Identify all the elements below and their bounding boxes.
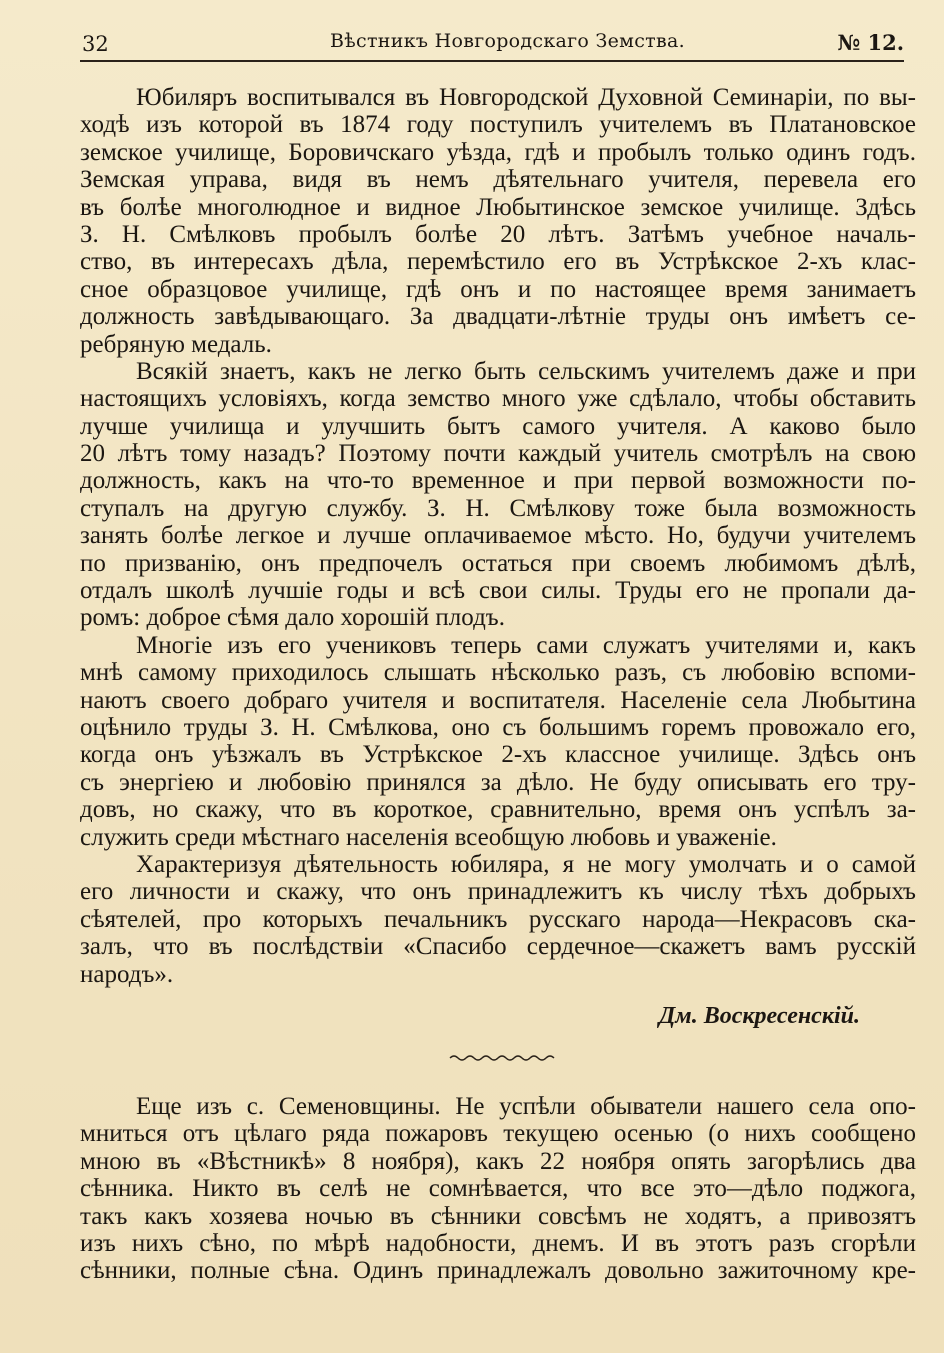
text-line: ребряную медаль. xyxy=(80,330,272,358)
text-line: ступалъ на другую службу. З. Н. Смѣлкову тоже была возможность xyxy=(80,494,916,522)
text-line: настоящихъ условіяхъ, когда земство много уже сдѣлало, чтобы обставить xyxy=(80,385,916,413)
article-jubilee xyxy=(80,84,916,988)
text-line: 20 лѣтъ тому назадъ? Поэтому почти каждый учитель смотрѣлъ на свою xyxy=(80,440,916,468)
article-semenovshchina xyxy=(80,1093,916,1285)
author-signature: Дм. Воскресенскій. xyxy=(658,1003,860,1029)
text-line: ромъ: доброе сѣмя дало хорошій плодъ. xyxy=(80,604,505,632)
header-rule xyxy=(80,60,904,62)
text-line: З. Н. Смѣлковъ пробылъ болѣе 20 лѣтъ. Затѣмъ учебное началь- xyxy=(80,220,916,248)
text-line: по призванію, онъ предпочелъ остаться при своемъ любимомъ дѣлѣ, xyxy=(80,549,916,577)
journal-title: Вѣстникъ Новгородскаго Земства. xyxy=(330,30,685,52)
text-line: ство, въ интересахъ дѣла, перемѣстило его въ Устрѣкское 2-хъ клас- xyxy=(80,248,916,276)
text-line: Многіе изъ его учениковъ теперь сами служатъ учителями и, какъ xyxy=(136,631,916,659)
text-line: ходѣ изъ которой въ 1874 году поступилъ учителемъ въ Платановское xyxy=(80,111,916,139)
text-line: сѣнника. Никто въ селѣ не сомнѣвается, что все это—дѣло поджога, xyxy=(80,1175,916,1203)
text-line: залъ, что въ послѣдствіи «Спасибо сердечное—скажетъ вамъ русскій xyxy=(80,933,916,961)
text-line: довъ, но скажу, что въ короткое, сравнительно, время онъ успѣлъ за- xyxy=(80,796,916,824)
text-line: наютъ своего добраго учителя и воспитателя. Населеніе села Любытина xyxy=(80,686,916,714)
text-line: въ болѣе многолюдное и видное Любытинское земское училище. Здѣсь xyxy=(80,193,916,221)
text-line: сное образцовое училище, гдѣ онъ и по настоящее время занимаетъ xyxy=(80,275,916,303)
text-line: служить среди мѣстнаго населенія всеобщую любовь и уваженіе. xyxy=(80,823,777,851)
text-line: съ энергіею и любовію принялся за дѣло. Не буду описывать его тру- xyxy=(80,768,916,796)
text-line: земское училище, Боровичскаго уѣзда, гдѣ и пробылъ только одинъ годъ. xyxy=(80,138,916,166)
text-line: когда онъ уѣзжалъ въ Устрѣкское 2-хъ классное училище. Здѣсь онъ xyxy=(80,741,916,769)
text-line: сѣнники, полные сѣна. Одинъ принадлежалъ довольно зажиточному кре- xyxy=(80,1257,916,1285)
text-line: Земская управа, видя въ немъ дѣятельнаго учителя, перевела его xyxy=(80,166,916,194)
text-line: должность завѣдывающаго. За двадцати-лѣтніе труды онъ имѣетъ се- xyxy=(80,303,916,331)
text-line: сѣятелей, про которыхъ печальникъ русскаго народа—Некрасовъ ска- xyxy=(80,905,916,933)
page-number: 32 xyxy=(82,32,109,56)
ornament-divider xyxy=(448,1053,556,1063)
text-line: занять болѣе легкое и лучше оплачиваемое мѣсто. Но, будучи учителемъ xyxy=(80,522,916,550)
text-line: Юбиляръ воспитывался въ Новгородской Духовной Семинаріи, по вы- xyxy=(136,84,916,111)
text-line: его личности и скажу, что онъ принадлежитъ къ числу тѣхъ добрыхъ xyxy=(80,878,916,906)
text-line: изъ нихъ сѣно, по мѣрѣ надобности, днемъ. И въ этотъ разъ сгорѣли xyxy=(80,1229,916,1257)
text-line: такъ какъ хозяева ночью въ сѣнники совсѣмъ не ходятъ, а привозятъ xyxy=(80,1202,916,1230)
text-line: народъ». xyxy=(80,960,174,988)
text-line: лучше училища и улучшить бытъ самого учителя. А каково было xyxy=(80,412,916,440)
text-line: оцѣнило труды З. Н. Смѣлкова, оно съ большимъ горемъ провожало его, xyxy=(80,713,916,741)
text-line: мною въ «Вѣстникѣ» 8 ноября), какъ 22 ноября опять загорѣлись два xyxy=(80,1147,916,1175)
text-line: отдалъ школѣ лучшіе годы и всѣ свои силы. Труды его не пропали да- xyxy=(80,577,916,605)
issue-number: № 12. xyxy=(837,30,904,55)
text-line: должность, какъ на что-то временное и при первой возможности по- xyxy=(80,467,916,495)
text-line: мниться отъ цѣлаго ряда пожаровъ текущею осенью (о нихъ сообщено xyxy=(80,1120,916,1148)
text-line: Всякій знаетъ, какъ не легко быть сельскимъ учителемъ даже и при xyxy=(136,357,916,385)
text-line: мнѣ самому приходилось слышать нѣсколько разъ, съ любовію вспоми- xyxy=(80,659,916,687)
text-line: Еще изъ с. Семеновщины. Не успѣли обыватели нашего села опо- xyxy=(136,1093,916,1120)
page-header xyxy=(82,28,904,60)
text-line: Характеризуя дѣятельность юбиляра, я не могу умолчать и о самой xyxy=(136,850,916,878)
